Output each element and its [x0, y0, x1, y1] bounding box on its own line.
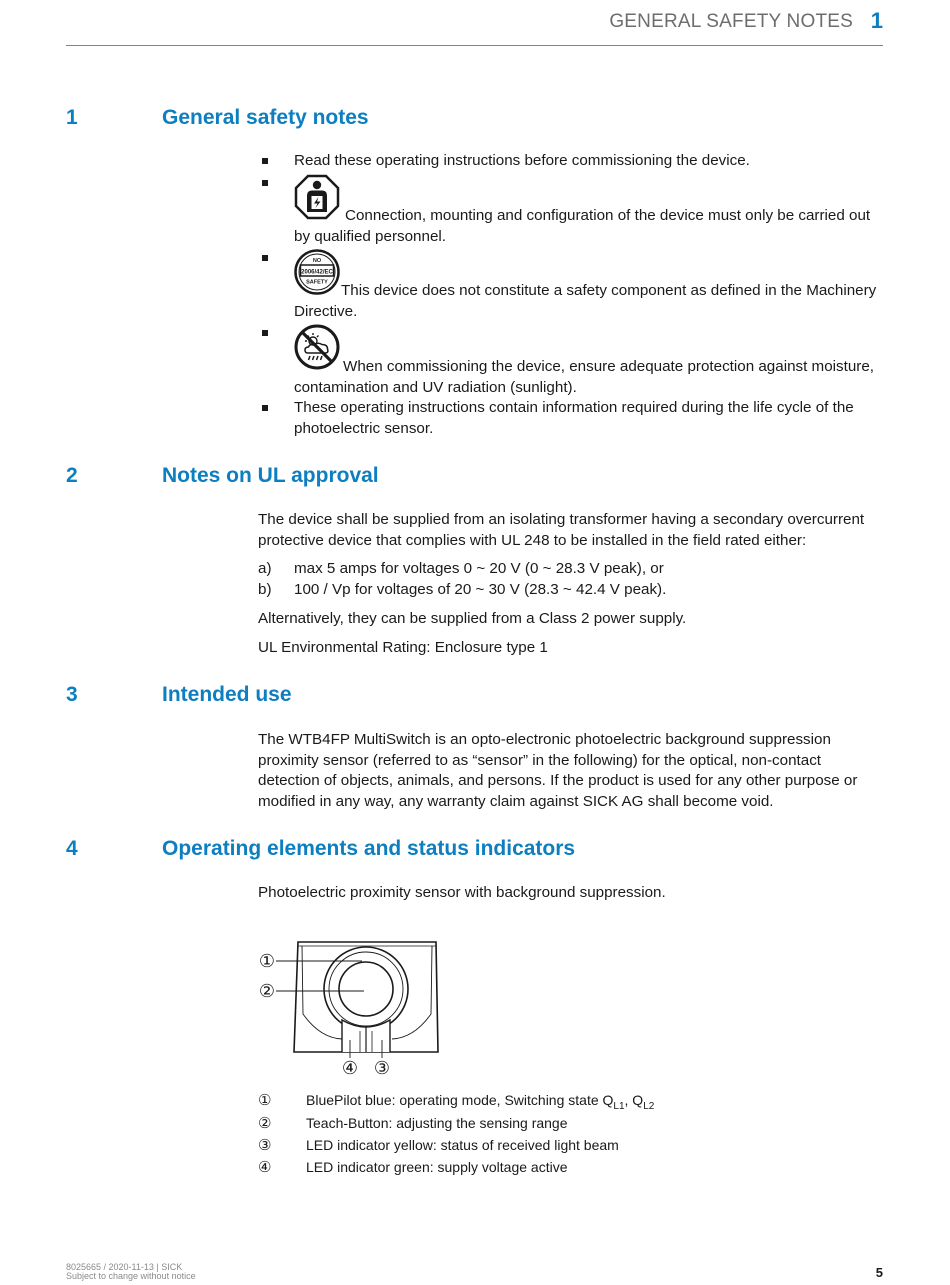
legend-item: LED indicator green: supply voltage active [306, 1159, 568, 1175]
legend-subscript: L2 [643, 1100, 655, 1112]
list-item: Connection, mounting and configuration of the device must only be carried out by qualified personnel. [294, 207, 871, 245]
legend-number: ② [258, 1115, 272, 1132]
bullet [262, 180, 268, 186]
bullet [262, 158, 268, 164]
page-number: 5 [875, 1265, 883, 1280]
section-1-number: 1 [66, 106, 78, 129]
legend-text: BluePilot blue: operating mode, Switching state Q [306, 1092, 614, 1108]
section-2-title: Notes on UL approval [162, 464, 379, 487]
footer-doc-id: 8025665 / 2020-11-13 | SICK [66, 1262, 183, 1272]
sensor-diagram [254, 938, 444, 1078]
paragraph: Photoelectric proximity sensor with background suppression. [258, 884, 666, 901]
callout-4: ④ [341, 1058, 359, 1078]
list-item: max 5 amps for voltages 0 ~ 20 V (0 ~ 28.3 V peak), or [294, 560, 664, 577]
list-marker: b) [258, 581, 272, 598]
header-chapter-number: 1 [870, 8, 883, 33]
list-item: 100 / Vp for voltages of 20 ~ 30 V (28.3 ~ 42.4 V peak). [294, 581, 667, 598]
legend-subscript: L1 [613, 1100, 625, 1112]
callout-3: ③ [373, 1058, 391, 1078]
bullet [262, 405, 268, 411]
footer-meta [66, 1263, 196, 1281]
section-2-number: 2 [66, 464, 78, 487]
bullet [262, 330, 268, 336]
list-item: These operating instructions contain information required during the life cycle of the photoelectric sensor. [294, 399, 854, 437]
callout-1: ① [258, 951, 276, 972]
legend-item: LED indicator yellow: status of received light beam [306, 1137, 619, 1153]
paragraph: The WTB4FP MultiSwitch is an opto-electronic photoelectric background suppression proximity sensor (referred to as “sensor” in the following) for the optical, non-contact detection of objects, animals, and persons. If the product is used for any other purpose or modified in any way, any warranty claim against SICK AG shall become void. [258, 731, 858, 810]
legend-item: Teach-Button: adjusting the sensing range [306, 1115, 568, 1131]
legend-number: ④ [258, 1159, 272, 1176]
badge-text-no: NO [312, 258, 322, 264]
legend-item [306, 1091, 654, 1116]
section-3-number: 3 [66, 683, 78, 706]
badge-text-safety: SAFETY [306, 279, 328, 286]
header-title: GENERAL SAFETY NOTES [609, 11, 853, 32]
bullet [262, 255, 268, 261]
list-item: When commissioning the device, ensure adequate protection against moisture, contamination and UV radiation (sunlight). [294, 358, 875, 396]
list-item: This device does not constitute a safety component as defined in the Machinery Directive. [294, 282, 877, 320]
badge-text-directive: 2006/42/EC [301, 269, 333, 276]
paragraph: UL Environmental Rating: Enclosure type 1 [258, 639, 548, 656]
ul-intro-paragraph: The device shall be supplied from an isolating transformer having a secondary overcurrent protective device that complies with UL 248 to be installed in the field rated either: [258, 511, 865, 549]
section-4-title: Operating elements and status indicators [162, 837, 576, 860]
section-3-title: Intended use [162, 683, 292, 706]
section-1-title: General safety notes [162, 106, 369, 129]
page-header [66, 8, 883, 46]
legend-number: ① [258, 1092, 272, 1109]
paragraph: Alternatively, they can be supplied from a Class 2 power supply. [258, 610, 687, 627]
footer-notice: Subject to change without notice [66, 1271, 196, 1281]
legend-number: ③ [258, 1137, 272, 1154]
list-marker: a) [258, 560, 272, 577]
list-item: Read these operating instructions before commissioning the device. [294, 152, 750, 169]
legend-separator: , Q [624, 1092, 644, 1108]
callout-2: ② [258, 981, 276, 1002]
section-4-number: 4 [66, 837, 78, 860]
